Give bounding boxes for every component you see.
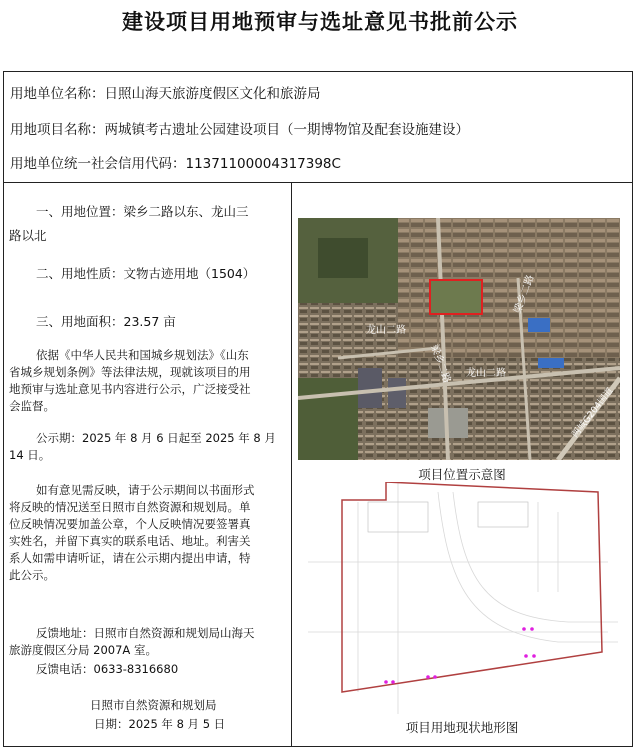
road-label-1: 龙山二路 bbox=[366, 325, 406, 336]
land-nature: 二、用地性质：文物古迹用地（1504） bbox=[36, 266, 256, 281]
address-line-2: 旅游度假区分局 2007A 室。 bbox=[9, 643, 157, 657]
road-label-4: 梁乡二路 bbox=[512, 273, 537, 316]
location-aerial-map bbox=[298, 218, 620, 460]
land-area: 三、用地面积：23.57 亩 bbox=[36, 314, 176, 329]
feedback-line-1: 如有意见需反映，请于公示期间以书面形式 bbox=[36, 483, 255, 497]
site-plan bbox=[298, 482, 620, 714]
credit-code: 用地单位统一社会信用代码：11371100004317398C bbox=[10, 156, 341, 172]
project-name: 用地项目名称：两城镇考古遗址公园建设项目（一期博物馆及配套设施建设） bbox=[10, 122, 469, 138]
applicant-info bbox=[4, 72, 632, 183]
feedback-line-3: 位反映情况要加盖公章，个人反映情况要签署真 bbox=[9, 517, 251, 531]
basis-line-3: 地预审与选址意见书内容进行公示，广泛接受社 bbox=[9, 382, 251, 396]
period-line-2: 14 日。 bbox=[9, 448, 51, 462]
survey-markers bbox=[384, 627, 536, 684]
feedback-line-4: 实姓名，并留下真实的联系电话、地址。利害关 bbox=[9, 534, 251, 548]
road-label-3: 龙山二路 bbox=[466, 368, 506, 379]
basis-line-4: 会监督。 bbox=[9, 399, 55, 413]
address-line-1: 反馈地址：日照市自然资源和规划局山海天 bbox=[36, 626, 255, 640]
figures-panel bbox=[292, 182, 632, 746]
issue-date: 日期：2025 年 8 月 5 日 bbox=[94, 717, 226, 731]
page-title: 建设项目用地预审与选址意见书批前公示 bbox=[122, 10, 518, 34]
location-line-2: 路以北 bbox=[9, 228, 47, 243]
basis-line-1: 依据《中华人民共和国城乡规划法》《山东 bbox=[36, 348, 249, 362]
plan-boundary bbox=[342, 482, 602, 692]
location-line-1: 一、用地位置：梁乡二路以东、龙山三 bbox=[36, 204, 249, 219]
period-line-1: 公示期：2025 年 8 月 6 日起至 2025 年 8 月 bbox=[36, 431, 276, 445]
blue-roof bbox=[528, 318, 550, 332]
notice-text bbox=[4, 182, 292, 746]
basis-line-2: 省城乡规划条例》等法律法规，现就该项目的用 bbox=[9, 365, 251, 379]
notice-frame bbox=[3, 71, 633, 747]
location-caption: 项目位置示意图 bbox=[418, 467, 506, 482]
unit-name: 用地单位名称：日照山海天旅游度假区文化和旅游局 bbox=[10, 86, 321, 102]
project-boundary-marker bbox=[430, 280, 482, 314]
issuer: 日照市自然资源和规划局 bbox=[90, 698, 217, 712]
road-label-2: 梁乡二路 bbox=[428, 343, 453, 385]
road-label-5: 两城G204国道 bbox=[570, 386, 616, 440]
feedback-line-5: 系人如需申请听证，请在公示期内提出申请，特 bbox=[9, 551, 251, 565]
plan-caption: 项目用地现状地形图 bbox=[405, 720, 519, 735]
phone: 反馈电话：0633-8316680 bbox=[36, 662, 179, 676]
feedback-line-6: 此公示。 bbox=[9, 568, 55, 582]
feedback-line-2: 将反映的情况送至日照市自然资源和规划局。单 bbox=[9, 500, 251, 514]
